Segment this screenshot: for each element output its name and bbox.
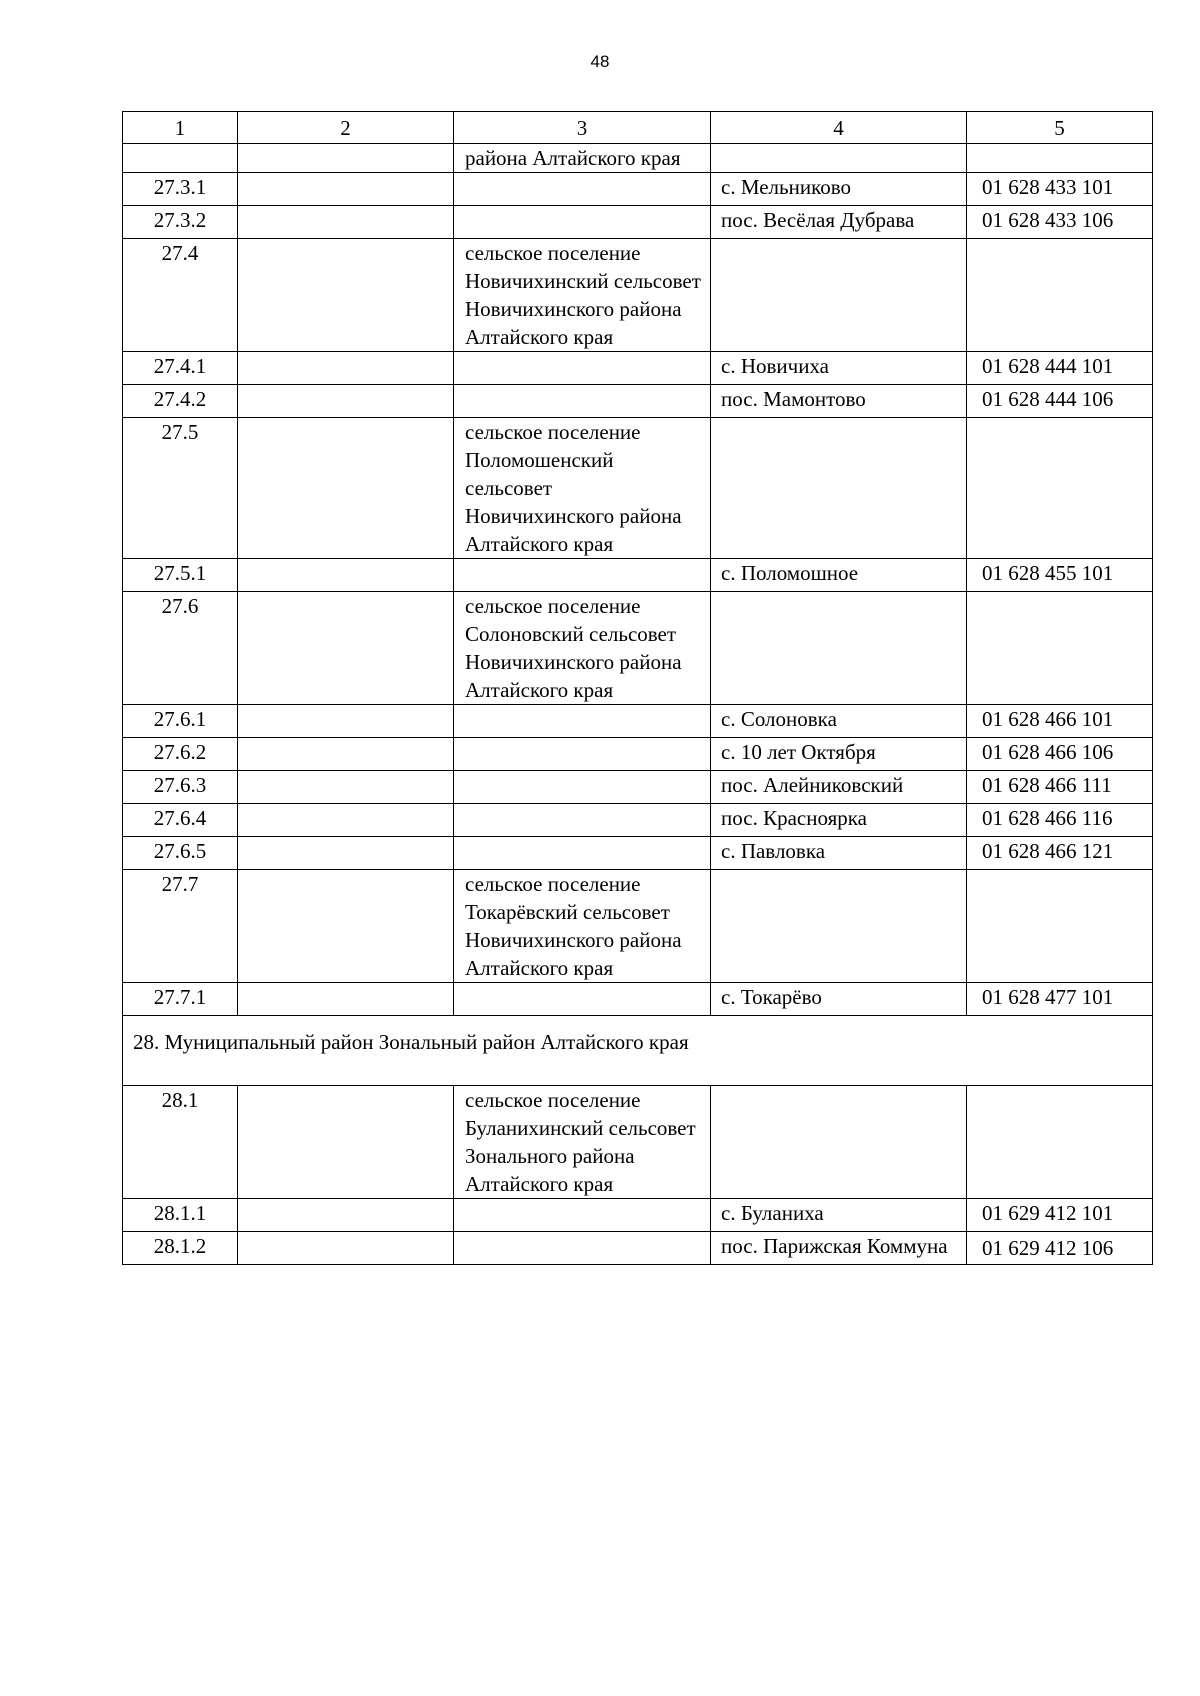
table-row [123, 352, 1153, 385]
cell-number: 28.1.2 [123, 1232, 238, 1265]
table-row [123, 559, 1153, 592]
cell-municipality: сельское поселение Токарёвский сельсовет Новичихинского района Алтайского края [454, 870, 711, 983]
cell-number: 27.7 [123, 870, 238, 983]
table-row [123, 771, 1153, 804]
cell-number: 27.5 [123, 418, 238, 559]
header-col-4: 4 [711, 112, 967, 144]
cell-empty [238, 592, 454, 705]
cell-oktmo-code: 01 629 412 101 [967, 1199, 1153, 1232]
cell-municipality [454, 983, 711, 1016]
cell-number: 27.4.2 [123, 385, 238, 418]
cell-settlement [711, 1086, 967, 1199]
cell-number: 27.3.2 [123, 206, 238, 239]
cell-municipality [454, 1199, 711, 1232]
cell-municipality [454, 837, 711, 870]
cell-oktmo-code: 01 628 433 101 [967, 173, 1153, 206]
cell-number: 27.3.1 [123, 173, 238, 206]
cell-municipality [454, 771, 711, 804]
cell-settlement [711, 144, 967, 173]
cell-empty [238, 983, 454, 1016]
table-row [123, 983, 1153, 1016]
table-row [123, 1232, 1153, 1265]
cell-empty [238, 352, 454, 385]
table-row [123, 385, 1153, 418]
cell-number: 27.7.1 [123, 983, 238, 1016]
cell-settlement: с. Павловка [711, 837, 967, 870]
cell-empty [238, 206, 454, 239]
cell-empty [238, 804, 454, 837]
cell-empty [238, 144, 454, 173]
cell-number: 27.6.3 [123, 771, 238, 804]
cell-municipality: сельское поселение Поломошенский сельсовет Новичихинского района Алтайского края [454, 418, 711, 559]
cell-settlement: с. Мельниково [711, 173, 967, 206]
table-row [123, 144, 1153, 173]
table-row [123, 804, 1153, 837]
cell-empty [238, 173, 454, 206]
cell-municipality: сельское поселение Новичихинский сельсовет Новичихинского района Алтайского края [454, 239, 711, 352]
cell-number: 27.6.2 [123, 738, 238, 771]
cell-oktmo-code [967, 144, 1153, 173]
table-row [123, 738, 1153, 771]
cell-oktmo-code: 01 628 466 116 [967, 804, 1153, 837]
cell-settlement: пос. Весёлая Дубрава [711, 206, 967, 239]
cell-empty [238, 559, 454, 592]
cell-municipality: сельское поселение Буланихинский сельсовет Зонального района Алтайского края [454, 1086, 711, 1199]
cell-municipality [454, 206, 711, 239]
section-title: 28. Муниципальный район Зональный район Алтайского края [123, 1016, 1153, 1086]
cell-municipality [454, 1232, 711, 1265]
cell-oktmo-code: 01 628 444 101 [967, 352, 1153, 385]
cell-number: 28.1 [123, 1086, 238, 1199]
cell-settlement [711, 592, 967, 705]
cell-empty [238, 239, 454, 352]
cell-municipality [454, 705, 711, 738]
table-row [123, 837, 1153, 870]
cell-settlement: с. 10 лет Октября [711, 738, 967, 771]
cell-oktmo-code [967, 870, 1153, 983]
cell-empty [238, 1199, 454, 1232]
cell-number: 28.1.1 [123, 1199, 238, 1232]
cell-settlement: пос. Парижская Коммуна [711, 1232, 967, 1265]
cell-municipality [454, 804, 711, 837]
cell-oktmo-code: 01 628 433 106 [967, 206, 1153, 239]
table-row [123, 418, 1153, 559]
cell-empty [238, 418, 454, 559]
table-row [123, 173, 1153, 206]
table-row [123, 592, 1153, 705]
cell-oktmo-code: 01 628 466 111 [967, 771, 1153, 804]
cell-oktmo-code: 01 628 466 121 [967, 837, 1153, 870]
table-row [123, 1086, 1153, 1199]
cell-oktmo-code: 01 628 466 101 [967, 705, 1153, 738]
cell-empty [238, 870, 454, 983]
cell-municipality [454, 738, 711, 771]
cell-settlement: пос. Алейниковский [711, 771, 967, 804]
cell-empty [238, 1232, 454, 1265]
cell-number: 27.5.1 [123, 559, 238, 592]
cell-empty [238, 385, 454, 418]
cell-settlement: пос. Мамонтово [711, 385, 967, 418]
cell-oktmo-code: 01 628 466 106 [967, 738, 1153, 771]
header-col-3: 3 [454, 112, 711, 144]
cell-settlement [711, 418, 967, 559]
cell-oktmo-code [967, 418, 1153, 559]
cell-empty [238, 738, 454, 771]
cell-empty [238, 837, 454, 870]
cell-settlement: с. Солоновка [711, 705, 967, 738]
cell-empty [238, 771, 454, 804]
cell-municipality [454, 352, 711, 385]
cell-municipality [454, 559, 711, 592]
cell-settlement [711, 870, 967, 983]
cell-settlement: с. Токарёво [711, 983, 967, 1016]
cell-oktmo-code: 01 628 477 101 [967, 983, 1153, 1016]
table-header-row [123, 112, 1153, 144]
cell-municipality [454, 173, 711, 206]
cell-number: 27.4.1 [123, 352, 238, 385]
cell-empty [238, 1086, 454, 1199]
cell-number: 27.6.4 [123, 804, 238, 837]
section-row [123, 1016, 1153, 1086]
cell-number: 27.6.1 [123, 705, 238, 738]
cell-settlement [711, 239, 967, 352]
table-row [123, 1199, 1153, 1232]
cell-oktmo-code [967, 239, 1153, 352]
header-col-2: 2 [238, 112, 454, 144]
cell-oktmo-code: 01 628 444 106 [967, 385, 1153, 418]
cell-settlement: с. Поломошное [711, 559, 967, 592]
cell-municipality: района Алтайского края [454, 144, 711, 173]
settlements-table [122, 111, 1153, 1265]
cell-oktmo-code [967, 1086, 1153, 1199]
table-row [123, 206, 1153, 239]
cell-settlement: с. Буланиха [711, 1199, 967, 1232]
cell-empty [238, 705, 454, 738]
cell-number: 27.4 [123, 239, 238, 352]
table-row [123, 239, 1153, 352]
table-row [123, 705, 1153, 738]
cell-number: 27.6.5 [123, 837, 238, 870]
cell-number [123, 144, 238, 173]
cell-settlement: с. Новичиха [711, 352, 967, 385]
cell-municipality [454, 385, 711, 418]
page-number: 48 [590, 52, 610, 71]
cell-municipality: сельское поселение Солоновский сельсовет Новичихинского района Алтайского края [454, 592, 711, 705]
header-col-5: 5 [967, 112, 1153, 144]
cell-oktmo-code [967, 592, 1153, 705]
cell-oktmo-code: 01 628 455 101 [967, 559, 1153, 592]
table-row [123, 870, 1153, 983]
cell-number: 27.6 [123, 592, 238, 705]
header-col-1: 1 [123, 112, 238, 144]
table-body [123, 144, 1153, 1265]
cell-settlement: пос. Красноярка [711, 804, 967, 837]
cell-oktmo-code: 01 629 412 106 [967, 1232, 1153, 1265]
